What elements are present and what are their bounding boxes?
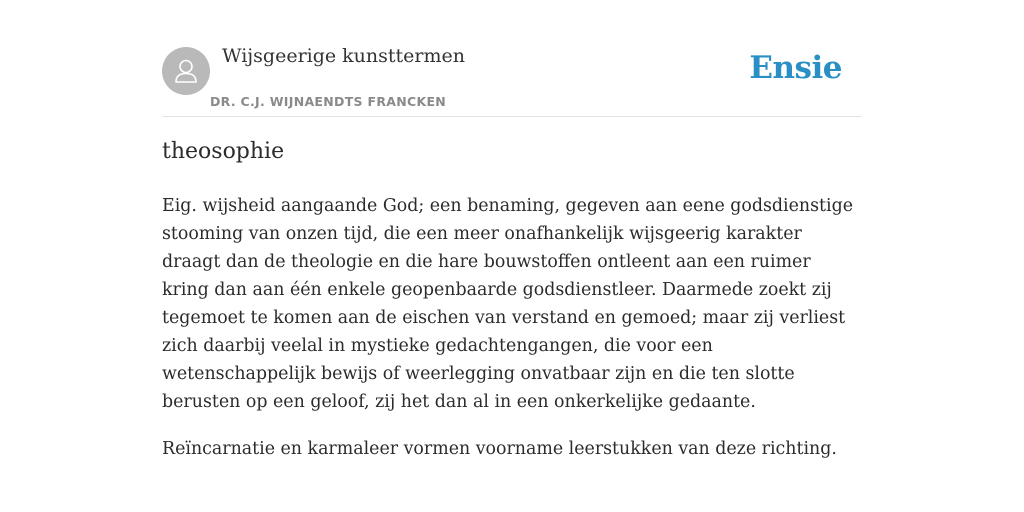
user-icon <box>162 47 210 95</box>
entry-paragraph: Reïncarnatie en karmaleer vormen voorname leerstukken van deze richting. <box>162 439 837 459</box>
entry-body <box>162 192 862 482</box>
page-container <box>162 0 862 459</box>
brand-logo[interactable]: Ensie <box>749 50 842 86</box>
book-title-link[interactable]: Wijsgeerige kunsttermen <box>222 45 466 67</box>
entry-paragraph: Eig. wijsheid aangaande God; een benaming, gegeven aan eene godsdienstige stooming van onzen tijd, die een meer onafhankelijk wijsgeerig karakter draagt dan de theologie en die hare bouwstoffen ontleent aan een ruimer kring dan aan één enkele geopenbaarde godsdienstleer. Daarmede zoekt zij tegemoet te komen aan de eischen van verstand en gemoed; maar zij verliest zich daarbij veelal in mystieke gedachtengangen, die voor een wetenschappelijk bewijs of weerlegging onvatbaar zijn en die ten slotte berusten op een geloof, zij het dan al in een onkerkelijke gedaante. <box>162 196 854 412</box>
entry-title: theosophie <box>162 139 285 164</box>
book-header <box>162 0 862 117</box>
author-avatar[interactable] <box>162 47 210 95</box>
author-name[interactable]: DR. C.J. WIJNAENDTS FRANCKEN <box>210 94 447 109</box>
